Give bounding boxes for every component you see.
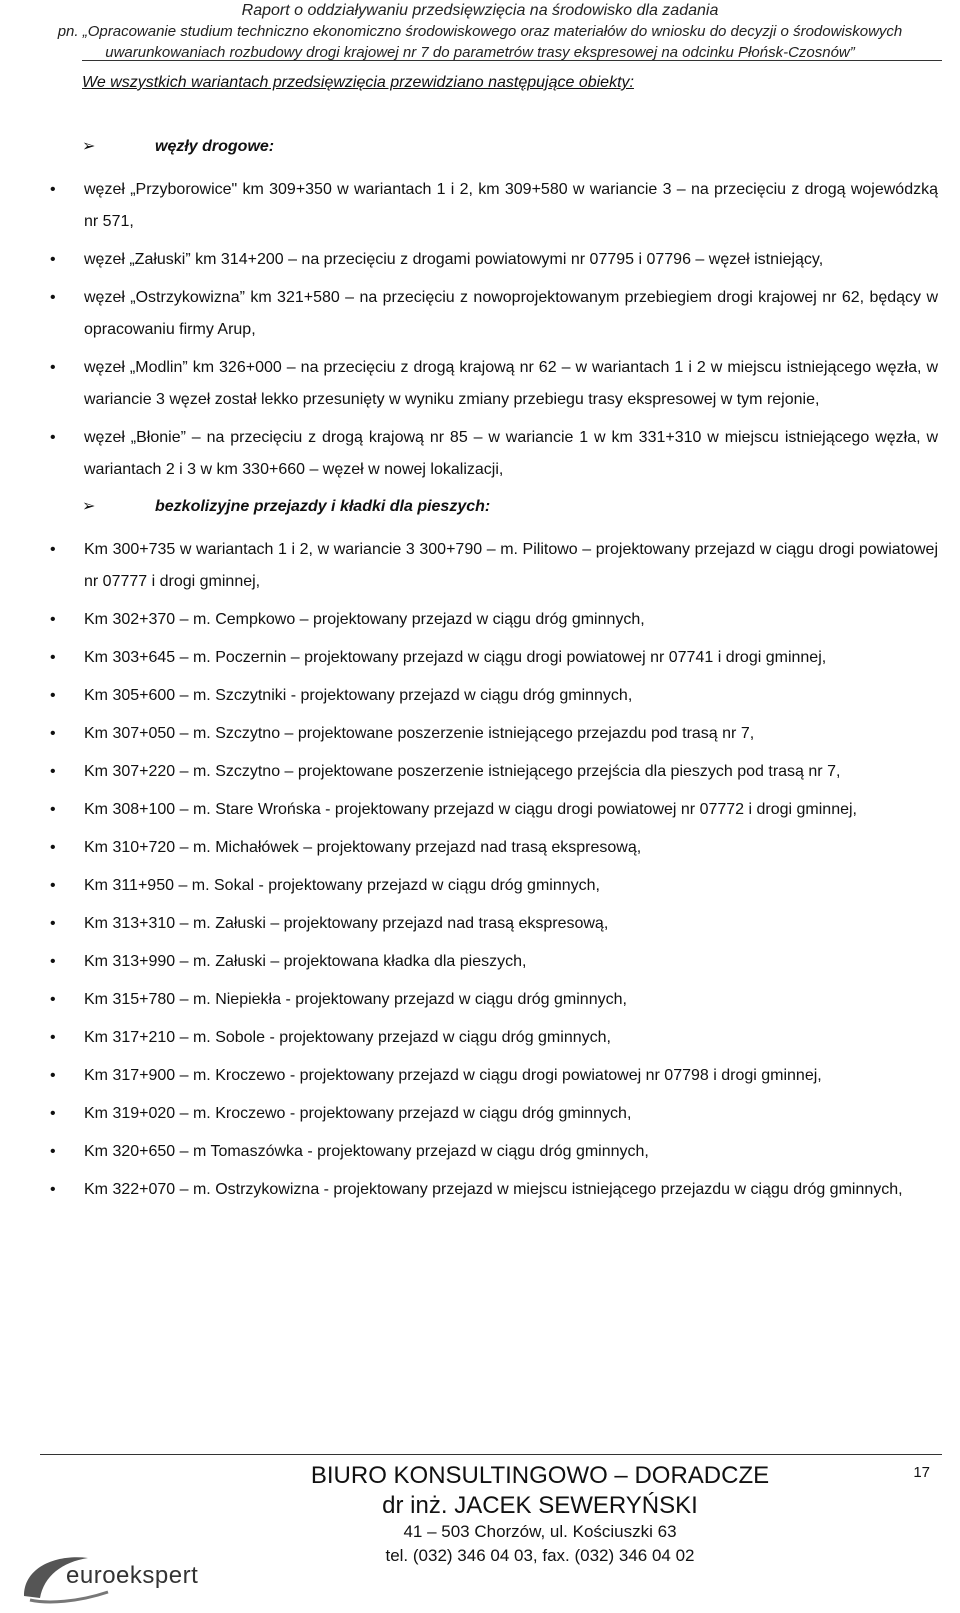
bullet-icon: • <box>50 181 56 198</box>
list-item: • Km 300+735 w wariantach 1 i 2, w wariancie 3 300+790 – m. Pilitowo – projektowany przejazd w ciągu drogi powiatowej nr 07777 i drogi gminnej, <box>0 534 960 598</box>
section-label: bezkolizyjne przejazdy i kładki dla pieszych: <box>155 498 491 515</box>
bullet-icon: • <box>50 915 56 932</box>
list-item: • Km 311+950 – m. Sokal - projektowany przejazd w ciągu dróg gminnych, <box>0 870 960 902</box>
arrow-bullet-icon: ➢ <box>82 498 96 515</box>
list-item: • Km 315+780 – m. Niepiekła - projektowany przejazd w ciągu dróg gminnych, <box>0 984 960 1016</box>
list-item: • Km 303+645 – m. Poczernin – projektowany przejazd w ciągu drogi powiatowej nr 07741 i drogi gminnej, <box>0 642 960 674</box>
logo-text: euroekspert <box>66 1562 199 1589</box>
bullet-icon: • <box>50 289 56 306</box>
bullet-icon: • <box>50 801 56 818</box>
footer-divider <box>40 1454 942 1455</box>
header-line-1: Raport o oddziaływaniu przedsięwzięcia na środowisko dla zadania <box>241 2 719 19</box>
bullet-icon: • <box>50 1029 56 1046</box>
bullet-icon: • <box>50 359 56 376</box>
bullet-icon: • <box>50 1143 56 1160</box>
section-label: węzły drogowe: <box>155 138 275 155</box>
section-heading <box>0 132 960 174</box>
list-item: • Km 307+220 – m. Szczytno – projektowane poszerzenie istniejącego przejścia dla pieszych pod trasą nr 7, <box>0 756 960 788</box>
company-phone: tel. (032) 346 04 03, fax. (032) 346 04 02 <box>385 1546 695 1565</box>
page-number: 17 <box>913 1464 930 1481</box>
header-line-3: uwarunkowaniach rozbudowy drogi krajowej nr 7 do parametrów trasy ekspresowej na odcinku Płońsk-Czosnów” <box>105 44 855 61</box>
bullet-icon: • <box>50 429 56 446</box>
junction-list <box>0 174 960 486</box>
bullet-icon: • <box>50 1105 56 1122</box>
page-footer <box>0 1458 960 1609</box>
header-line-2: pn. „Opracowanie studium techniczno ekonomiczno środowiskowego oraz materiałów do wniosku do decyzji o środowiskowych <box>57 23 903 40</box>
list-item: • Km 319+020 – m. Kroczewo - projektowany przejazd w ciągu dróg gminnych, <box>0 1098 960 1130</box>
list-item: • Km 302+370 – m. Cempkowo – projektowany przejazd w ciągu dróg gminnych, <box>0 604 960 636</box>
section-road-junctions <box>0 132 960 486</box>
company-logo <box>18 1548 228 1608</box>
company-owner: dr inż. JACEK SEWERYŃSKI <box>382 1492 698 1519</box>
list-item: • Km 308+100 – m. Stare Wrońska - projektowany przejazd w ciągu drogi powiatowej nr 07772 i drogi gminnej, <box>0 794 960 826</box>
company-name: BIURO KONSULTINGOWO – DORADCZE <box>310 1462 770 1489</box>
list-item: • Km 313+310 – m. Załuski – projektowany przejazd nad trasą ekspresową, <box>0 908 960 940</box>
list-item: • węzeł „Ostrzykowizna” km 321+580 – na przecięciu z nowoprojektowanym przebiegiem drogi krajowej nr 62, będący w opracowaniu firmy Arup, <box>0 282 960 346</box>
list-item: • Km 307+050 – m. Szczytno – projektowane poszerzenie istniejącego przejazdu pod trasą nr 7, <box>0 718 960 750</box>
header-divider <box>82 60 942 61</box>
bullet-icon: • <box>50 649 56 666</box>
document-body <box>0 132 960 1212</box>
bullet-icon: • <box>50 541 56 558</box>
company-address: 41 – 503 Chorzów, ul. Kościuszki 63 <box>403 1522 677 1541</box>
bullet-icon: • <box>50 1181 56 1198</box>
list-item: • Km 322+070 – m. Ostrzykowizna - projektowany przejazd w miejscu istniejącego przejazdu w ciągu dróg gminnych, <box>0 1174 960 1206</box>
page-header <box>0 0 960 63</box>
list-item: • Km 317+900 – m. Kroczewo - projektowany przejazd w ciągu drogi powiatowej nr 07798 i drogi gminnej, <box>0 1060 960 1092</box>
bullet-icon: • <box>50 839 56 856</box>
bullet-icon: • <box>50 251 56 268</box>
list-item: • węzeł „Przyborowice" km 309+350 w wariantach 1 i 2, km 309+580 w wariancie 3 – na przecięciu z drogą wojewódzką nr 571, <box>0 174 960 238</box>
list-item: • Km 313+990 – m. Załuski – projektowana kładka dla pieszych, <box>0 946 960 978</box>
list-item: • węzeł „Modlin” km 326+000 – na przecięciu z drogą krajową nr 62 – w wariantach 1 i 2 w miejscu istniejącego węzła, w wariancie 3 węzeł został lekko przesunięty w wyniku zmiany przebiegu trasy ekspresowej w tym rejonie, <box>0 352 960 416</box>
bullet-icon: • <box>50 877 56 894</box>
list-item: • Km 305+600 – m. Szczytniki - projektowany przejazd w ciągu dróg gminnych, <box>0 680 960 712</box>
section-heading <box>0 492 960 534</box>
bullet-icon: • <box>50 1067 56 1084</box>
bullet-icon: • <box>50 687 56 704</box>
intro-text: We wszystkich wariantach przedsięwzięcia przewidziano następujące obiekty: <box>82 74 634 91</box>
bullet-icon: • <box>50 991 56 1008</box>
crossing-list <box>0 534 960 1206</box>
bullet-icon: • <box>50 725 56 742</box>
list-item: • węzeł „Załuski” km 314+200 – na przecięciu z drogami powiatowymi nr 07795 i 07796 – węzeł istniejący, <box>0 244 960 276</box>
bullet-icon: • <box>50 953 56 970</box>
list-item: • Km 320+650 – m Tomaszówka - projektowany przejazd w ciągu dróg gminnych, <box>0 1136 960 1168</box>
bullet-icon: • <box>50 763 56 780</box>
list-item: • węzeł „Błonie” – na przecięciu z drogą krajową nr 85 – w wariancie 1 w km 331+310 w miejscu istniejącego węzła, w wariantach 2 i 3 w km 330+660 – węzeł w nowej lokalizacji, <box>0 422 960 486</box>
arrow-bullet-icon: ➢ <box>82 138 96 155</box>
list-item: • Km 310+720 – m. Michałówek – projektowany przejazd nad trasą ekspresową, <box>0 832 960 864</box>
bullet-icon: • <box>50 611 56 628</box>
section-crossings <box>0 492 960 1206</box>
list-item: • Km 317+210 – m. Sobole - projektowany przejazd w ciągu dróg gminnych, <box>0 1022 960 1054</box>
